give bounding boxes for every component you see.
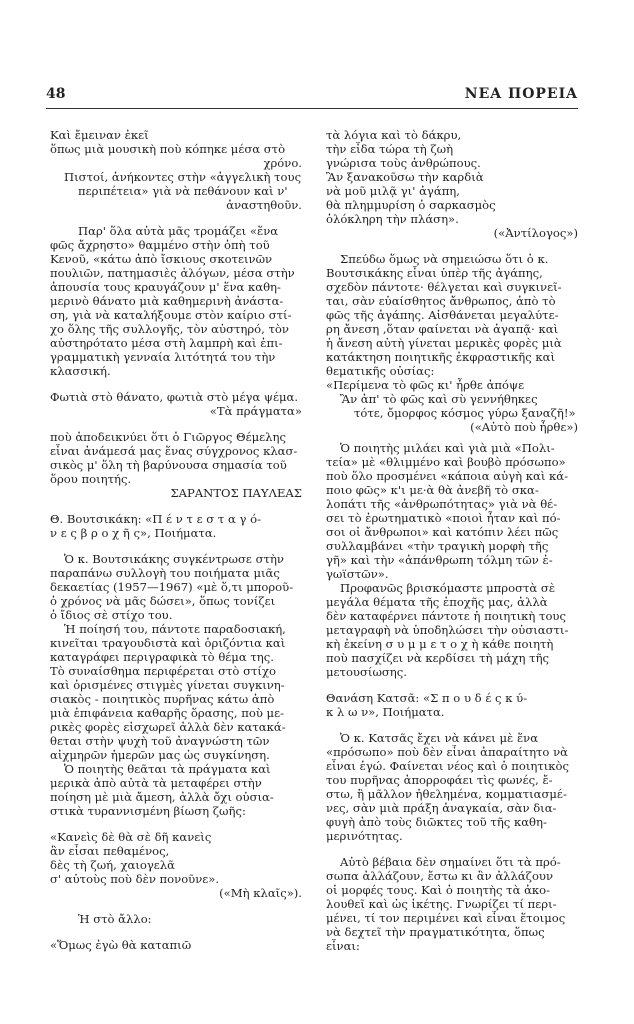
text-line: κατάκτηση ποιητικῆς ἐκφραστικῆς καὶ [326,350,555,364]
text-line: κλασσική. [50,364,111,378]
text-line: ποίηση μὲ μιὰ ἄμεση, ἀλλὰ ὄχι οὐσια- [50,790,274,804]
text-line: κὴ ἐκείνη σ υ μ μ ε τ ο χ ὴ κάθε ποιητὴ [326,637,554,651]
text-line: λοπάτι τῆς «ἀνθρωπότητας» γιὰ νὰ θέ- [326,497,558,511]
text-line: θεται στὴν ψυχὴ τοῦ ἀναγνώστη τῶν [50,734,270,748]
text-line: μένει, τί τον περιμένει καὶ εἶναι ἕτοιμος [326,911,566,925]
text-line: ποὺ πασχίζει νὰ κερδίσει τὴ μάχη τῆς [326,651,550,665]
text-line: γνώρισα τοὺς ἀνθρώπους. [326,156,481,170]
paragraph [326,441,578,679]
text-line: μεταγραφὴ νὰ ὑποδηλώσει τὴν οὐσιαστι- [326,623,569,637]
page-number: 48 [46,86,66,102]
text-line: σωπα ἀλλάζουν, ἔστω κι ἂν ἀλλάζουν [326,869,554,883]
text-line: χρόνο. [263,156,302,170]
paragraph [50,912,302,926]
text-line: Φωτιὰ στὸ θάνατο, φωτιὰ στὸ μέγα ψέμα. [50,390,299,404]
page-header [46,86,578,108]
text-line: μετουσίωσης. [326,665,407,679]
left-column [50,128,302,952]
text-line: Αὐτὸ βέβαια δὲν σημαίνει ὅτι τὰ πρό- [340,855,561,869]
text-line: ποὺ ἀποδεικνύει ὅτι ὁ Γιῶργος Θέμελης [50,430,286,444]
paragraph [326,855,578,953]
text-line: Ὁ κ. Κατσᾶς ἔχει νὰ κάνει μὲ ἕνα [340,731,539,745]
text-line: περιπέτεια» γιὰ νὰ πεθάνουν καὶ ν' [78,184,288,198]
text-line: φῶς τῆς ἀγάπης. Αἰσθάνεται μεγαλύτε- [326,308,559,322]
text-line: Ἂν ἀπ' τὸ φῶς καὶ σὺ γεννήθηκες [340,392,538,406]
paragraph [50,224,302,378]
text-line: Ὁ κ. Βουτσικάκης συγκέντρωσε στὴν [64,552,284,566]
paragraph [50,430,302,500]
text-line: δὲν καταφέρνει πάντοτε ἡ ποιητικὴ τους [326,609,566,623]
text-line: «Ὅμως ἐγὼ θὰ καταπιῶ [50,938,192,952]
text-line: χο ὅλης τῆς συλλογῆς, τὸν αὐστηρό, τὸν [50,322,289,336]
text-line: μερικὰ ἀπὸ αὐτὰ τὰ μεταφέρει στὴν [50,776,262,790]
text-line: ν ε ς β ρ ο χ ῆ ς», Ποιήματα. [50,526,217,540]
text-line: Τὸ συναίσθημα περιφέρεται στὸ στίχο [50,664,276,678]
text-line: εἶναι ἀνάμεσά μας ἕνας σύγχρονος κλασ- [50,444,298,458]
poem-quote-3-continued [326,128,578,240]
text-line: μεγάλα θέματα τῆς ἐποχῆς μας, ἀλλὰ [326,595,548,609]
text-line: σ' αὐτοὺς ποὺ δὲν πονοῦνε». [50,872,220,886]
text-line: δὲς τὴ ζωή, χαιογελᾶ [50,858,175,872]
text-line: παραπάνω συλλογὴ του ποιήματα μιᾶς [50,566,280,580]
text-line: νὰ μοῦ μιλᾷ γι' ἀγάπη, [326,184,460,198]
text-line: θὰ πλημμυρίση ὁ σαρκασμὸς [326,198,496,212]
text-line: στω, ἢ μᾶλλον ἠθελημένα, κομματιασμέ- [326,787,567,801]
text-line: ἀναστηθοῦν. [226,198,302,212]
verse-quote [50,390,302,418]
text-line: ποὺ ὅλο προσμένει «κάποια αὐγὴ καὶ κά- [326,469,569,483]
text-line: μερινὸ θάνατο μιὰ καθημερινὴ ἀνάστα- [50,294,284,308]
text-line: ση, γιὰ νὰ καταλήξουμε στὸν καίριο στί- [50,308,292,322]
text-line: Σπεύδω ὅμως νὰ σημειώσω ὅτι ὁ κ. [340,252,549,266]
text-line: συλλαμβάνει «τὴν τραγικὴ μορφὴ τῆς [326,539,549,553]
text-line: του πυρῆνας ἀπορροφάει τὶς φωνές, ἔ- [326,773,553,787]
text-line: κινεῖται τραγουδιστὰ καὶ ὁριζόντια καὶ [50,636,286,650]
text-line: σει τὸ ἐρωτηματικὸ «ποιοὶ ἦταν καὶ πό- [326,511,561,525]
text-line: δεκαετίας (1957—1967) «μὲ ὅ,τι μποροῦ- [50,580,294,594]
paragraph [50,552,302,818]
poem-quote-1 [50,128,302,212]
text-line: εἶναι: [326,939,360,953]
review-heading [50,512,302,540]
text-line: τεία» μὲ «θλιμμένο καὶ βουβὸ πρόσωπο» [326,455,566,469]
text-line: «Τὰ πράγματα» [209,404,302,418]
text-line: Βουτσικάκης εἶναι ὑπὲρ τῆς ἀγάπης, [326,266,543,280]
text-line: Προφανῶς βρισκόμαστε μπροστὰ σὲ [340,581,556,595]
text-line: αὐστηρότατο μέσα στὴ λαμπρὴ καὶ ἐπι- [50,336,283,350]
text-line: γραμματικὴ γενναία λιτότητά του τὴν [50,350,276,364]
text-line: ποιο φῶς» κ'ι με·ὰ θὰ ἀνεβῆ τὸ σκα- [326,483,539,497]
text-line: εἶναι ἐγώ. Φαίνεται νέος καὶ ὁ ποιητικὸς [326,759,569,773]
text-line: σοι οἱ ἄνθρωποι» καὶ κατόπιν λέει πῶς [326,525,559,539]
text-line: «Περίμενα τὸ φῶς κι' ἦρθε ἀπόψε [326,378,525,392]
text-line: «Κανεὶς δὲ θὰ σὲ δῆ κανεὶς [50,830,212,844]
text-line: αἰχμηρῶν ἡμερῶν μας ὡς συγκίνηση. [50,748,270,762]
text-line: θεματικῆς οὐσίας: [326,364,435,378]
text-line: Κενοῦ, «κάτω ἀπὸ ἴσκιους σκοτεινῶν [50,252,273,266]
text-line: ρη ἄνεση ,ὅταν φαίνεται νὰ ἀγαπᾷ· καὶ [326,322,559,336]
text-line: νες, σὰν μιὰ πράξη ἀναγκαία, σὰν δια- [326,801,557,815]
poem-quote-3 [50,938,302,952]
right-column [326,128,578,953]
text-line: ἂν εἶσαι πεθαμένος, [50,844,170,858]
text-line: ὁ ἴδιος σὲ στίχο του. [50,608,173,622]
text-line: στικὰ τυραννισμένη βίωση ζωῆς: [50,804,246,818]
text-line: τὴν εἶδα τώρα τὴ ζωὴ [326,142,454,156]
text-line: Ἂν ξανακοῦσω τὴν καρδιὰ [326,170,484,184]
text-line: φῶς ἄχρηστο» θαμμένο στὴν ὀπὴ τοῦ [50,238,270,252]
text-line: σικὸς μ' ὅλη τὴ βαρύνουσα σημασία τοῦ [50,458,287,472]
text-line: Θανάση Κατσᾶ: «Σ π ο υ δ έ ς κ ύ- [326,691,528,705]
text-line: φυγὴ ἀπὸ τοὺς διῶκτες τοῦ τῆς καθη- [326,815,547,829]
text-line: Ἡ στὸ ἄλλο: [78,912,152,926]
text-line: ὁ χρόνος νὰ μᾶς δώσει», ὅπως τονίζει [50,594,276,608]
text-line: ται, σὰν εὐαίσθητος ἄνθρωπος, ἀπὸ τὸ [326,294,556,308]
text-line: οἱ μορφές τους. Καὶ ὁ ποιητὴς τὰ ἀκο- [326,883,551,897]
text-line: ὅρου ποιητής. [50,472,132,486]
text-line: σχεδὸν πάντοτε· θέλγεται καὶ συγκινεῖ- [326,280,562,294]
text-line: λουθεῖ καὶ ὡς ἱκέτης. Γνωρίζει τί περι- [326,897,557,911]
text-line: σιακὸς - ποιητικὸς πυρῆνας κάτω ἀπὸ [50,692,275,706]
journal-title: ΝΕΑ ΠΟΡΕΙΑ [464,86,578,102]
review-heading [326,691,578,719]
text-line: γῆ» καὶ τὴν «ἀπάνθρωπη τόλμη τῶν ἐ- [326,553,553,567]
text-line: («Αὐτὸ ποὺ ἦρθε») [470,420,578,434]
text-line: καταγράφει περιγραφικὰ τὸ θέμα της. [50,650,274,664]
text-line: γωϊστῶν». [326,567,389,581]
text-line: ὁλόκληρη τὴν πλάση». [326,212,459,226]
text-line: ἡ ἄνεση αὐτὴ γίνεται μερικὲς φορὲς μιὰ [326,336,562,350]
text-line: νὰ δεχτεῖ τὴν πραγματικότητα, ὅπως [326,925,545,939]
text-line: («Μὴ κλαῖς»). [219,886,302,900]
text-line: Ὁ ποιητὴς θεᾶται τὰ πράγματα καὶ [64,762,271,776]
header-rule [46,108,578,109]
text-line: Παρ' ὅλα αὐτὰ μᾶς τρομάζει «ἕνα [78,224,279,238]
text-line: καὶ ὁρισμένες στιγμὲς γίνεται συγκινη- [50,678,285,692]
text-line: τότε, ὄμορφος κόσμος γύρω ξαναζῆ!» [354,406,576,420]
text-line: ἀπουσία τους κραυγάζουν μ' ἕνα καθη- [50,280,281,294]
text-line: ὅπως μιὰ μουσικὴ ποὺ κόπηκε μέσα στὸ [50,142,286,156]
paragraph [326,252,578,434]
text-line: Πιστοί, ἀνήκοντες στὴν «ἀγγελικὴ τους [64,170,302,184]
text-line: τὰ λόγια καὶ τὸ δάκρυ, [326,128,462,142]
text-line: Καὶ ἔμειναν ἐκεῖ [50,128,149,142]
text-line: κ λ ω ν», Ποιήματα. [326,705,445,719]
text-line: «πρόσωπο» ποὺ δὲν εἶναι ἀπαραίτητο νὰ [326,745,568,759]
text-line: Ἡ ποίησή του, πάντοτε παραδοσιακή, [64,622,286,636]
poem-quote-2 [50,830,302,900]
text-line: πουλιῶν, πατημασιὲς ἀλόγων, μέσα στὴν [50,266,295,280]
paragraph [326,731,578,843]
text-line: Θ. Βουτσικάκη: «Π έ ν τ ε σ τ α γ ό- [50,512,261,526]
text-line: ρικὲς φορὲς εἰσχωρεῖ ἀλλὰ δὲν κατακά- [50,720,286,734]
text-line: μιὰ ἐπιφάνεια καθαρῆς ὅρασης, ποὺ με- [50,706,285,720]
author-signature: ΣΑΡΑΝΤΟΣ ΠΑΥΛΕΑΣ [170,486,302,500]
text-line: Ὁ ποιητὴς μιλάει καὶ γιὰ μιὰ «Πολι- [340,441,555,455]
text-line: («Ἀντίλογος») [493,226,578,240]
text-line: μερινότητας. [326,829,403,843]
